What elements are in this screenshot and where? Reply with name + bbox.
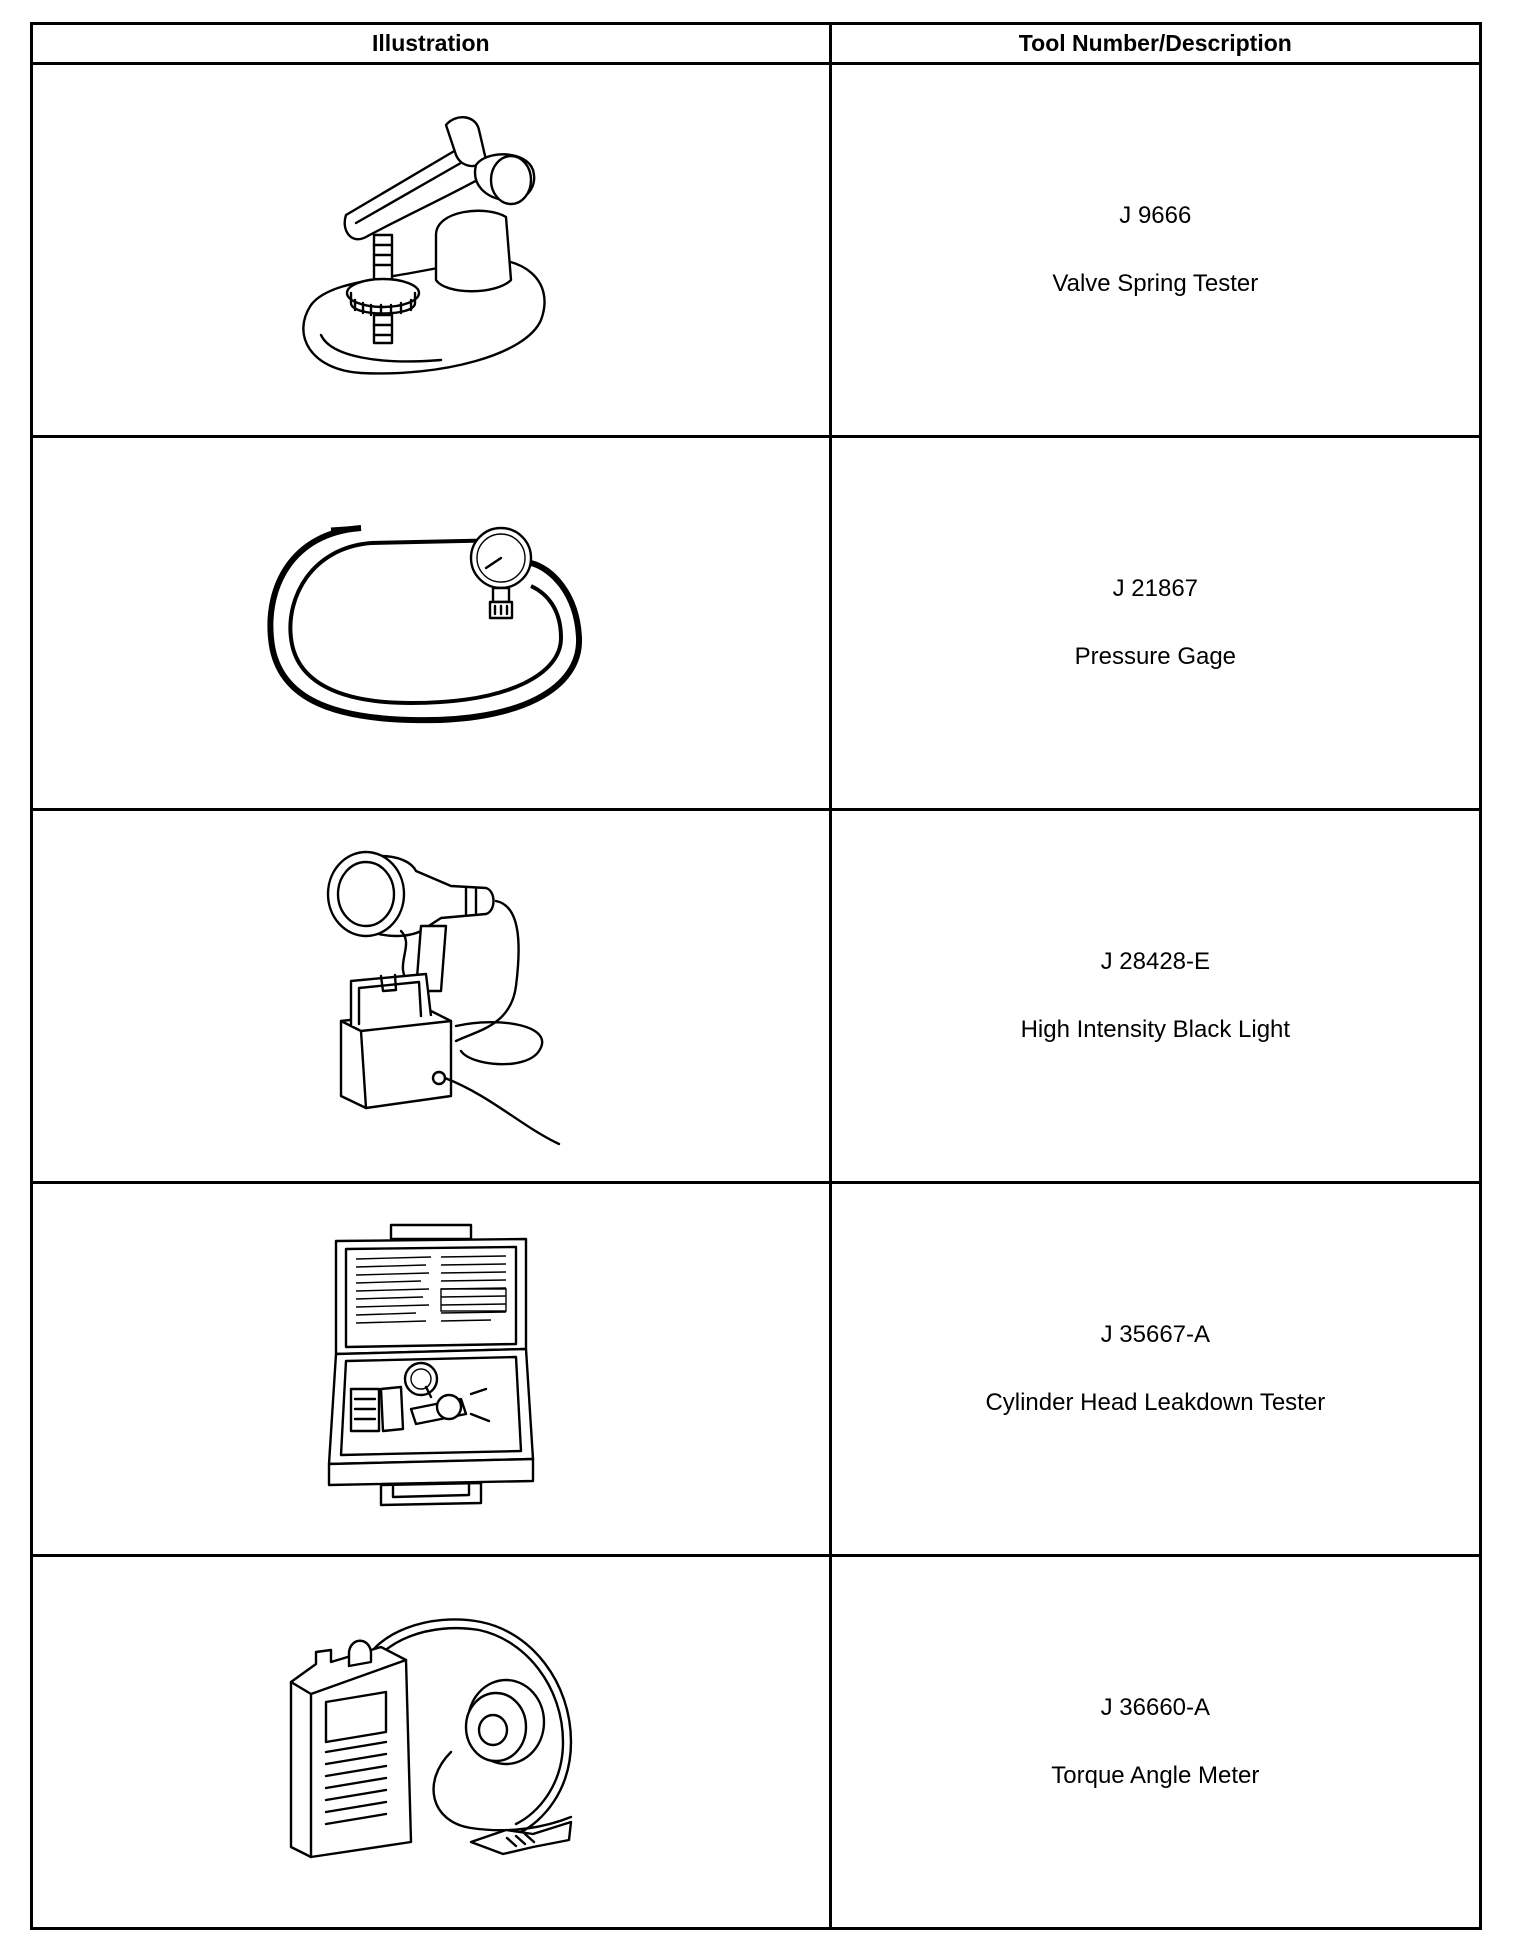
tool-number: J 36660-A	[1100, 1694, 1211, 1721]
illustration-cell	[32, 1556, 831, 1929]
tool-info-cell	[830, 1556, 1480, 1929]
tool-number: J 9666	[1119, 202, 1192, 229]
table-row	[32, 1183, 1481, 1556]
tool-number: J 28428-E	[1100, 948, 1211, 975]
illustration-cell	[32, 1183, 831, 1556]
table-row	[32, 437, 1481, 810]
valve-spring-tester-illustration	[271, 105, 591, 395]
illustration-cell	[32, 437, 831, 810]
table-row	[32, 810, 1481, 1183]
tool-number: J 35667-A	[1100, 1321, 1211, 1348]
header-illustration: Illustration	[32, 24, 831, 64]
table-header-row	[32, 24, 1481, 64]
tool-description: Valve Spring Tester	[1052, 270, 1259, 297]
header-tool-number-description: Tool Number/Description	[830, 24, 1480, 64]
tool-description: Cylinder Head Leakdown Tester	[985, 1389, 1326, 1416]
table-row	[32, 64, 1481, 437]
illustration-cell	[32, 64, 831, 437]
tool-number: J 21867	[1112, 575, 1199, 602]
tool-description: Pressure Gage	[1074, 643, 1237, 670]
tool-info-cell	[830, 64, 1480, 437]
special-tools-table	[30, 22, 1482, 1930]
leakdown-tester-illustration	[321, 1219, 541, 1519]
illustration-cell	[32, 810, 831, 1183]
pressure-gage-illustration	[261, 498, 601, 748]
tool-description: Torque Angle Meter	[1051, 1762, 1260, 1789]
tool-description: High Intensity Black Light	[1020, 1016, 1291, 1043]
black-light-illustration	[291, 826, 571, 1166]
tool-info-cell	[830, 810, 1480, 1183]
tool-info-cell	[830, 1183, 1480, 1556]
torque-angle-meter-illustration	[271, 1592, 591, 1892]
tool-info-cell	[830, 437, 1480, 810]
table-row	[32, 1556, 1481, 1929]
